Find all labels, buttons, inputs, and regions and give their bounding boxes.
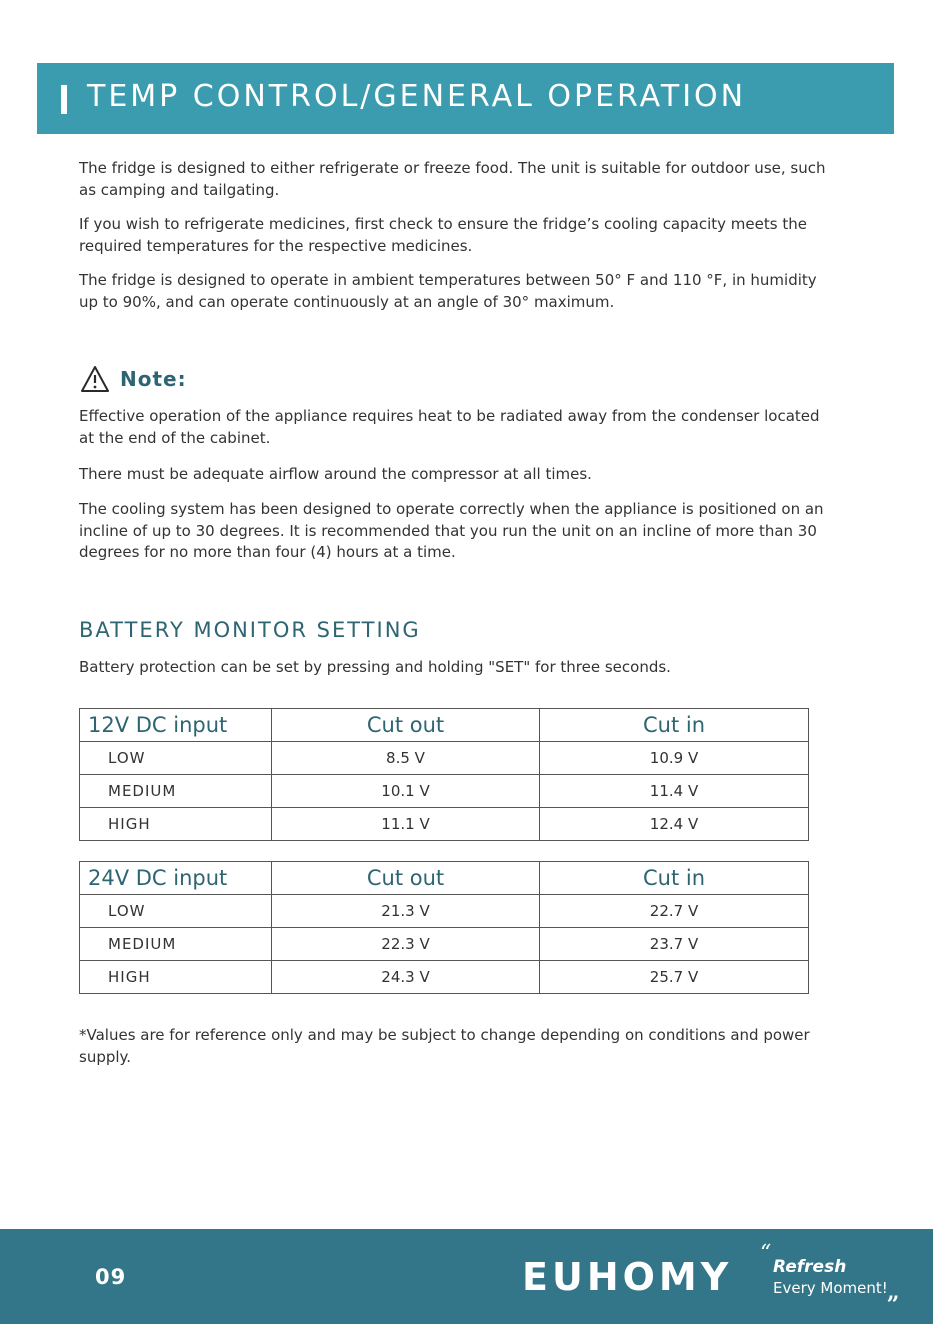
cut-in-cell: 12.4 V [540, 808, 809, 841]
footnote: *Values are for reference only and may be subject to change depending on conditions and power supply. [79, 1026, 810, 1066]
cut-in-cell: 23.7 V [540, 928, 809, 961]
page-title: TEMP CONTROL/GENERAL OPERATION [87, 79, 747, 114]
cut-out-cell: 10.1 V [272, 775, 540, 808]
level-cell: HIGH [80, 961, 272, 994]
page-number: 09 [95, 1265, 127, 1289]
level-cell: MEDIUM [80, 928, 272, 961]
table-row [80, 808, 809, 841]
slogan-line-1: Refresh [773, 1257, 847, 1277]
intro-paragraph-2: If you wish to refrigerate medicines, first check to ensure the fridge’s cooling capacity meets the required temperatures for the respective medicines. [79, 215, 807, 255]
table-row [80, 742, 809, 775]
slogan-open-quote: “ [760, 1241, 772, 1266]
cut-out-cell: 11.1 V [272, 808, 540, 841]
table-row [80, 895, 809, 928]
level-cell: LOW [80, 742, 272, 775]
battery-section-title: BATTERY MONITOR SETTING [79, 618, 421, 642]
intro-paragraph-1: The fridge is designed to either refrigerate or freeze food. The unit is suitable for outdoor use, such as camping and tailgating. [79, 159, 826, 199]
note-title: Note: [120, 367, 187, 391]
brand-logo: EUHOMY [522, 1255, 733, 1299]
table-header-input: 12V DC input [80, 709, 272, 742]
table-row [80, 928, 809, 961]
page-footer [0, 1229, 933, 1324]
battery-intro: Battery protection can be set by pressing and holding "SET" for three seconds. [79, 658, 671, 676]
header-bar [37, 63, 894, 134]
battery-table-24v [79, 861, 809, 994]
cut-in-cell: 22.7 V [540, 895, 809, 928]
cut-out-cell: 8.5 V [272, 742, 540, 775]
level-cell: MEDIUM [80, 775, 272, 808]
cut-out-cell: 22.3 V [272, 928, 540, 961]
cut-in-cell: 25.7 V [540, 961, 809, 994]
table-header-cut-in: Cut in [540, 709, 809, 742]
slogan-line-2: Every Moment! [773, 1279, 888, 1297]
battery-table-12v [79, 708, 809, 841]
note-paragraph-1: Effective operation of the appliance requires heat to be radiated away from the condenser located at the end of the cabinet. [79, 407, 820, 447]
warning-triangle-icon [80, 365, 110, 393]
table-header-cut-out: Cut out [272, 862, 540, 895]
intro-paragraph-3: The fridge is designed to operate in ambient temperatures between 50° F and 110 °F, in humidity up to 90%, and can operate continuously at an angle of 30° maximum. [79, 271, 817, 311]
table-row [80, 775, 809, 808]
cut-out-cell: 24.3 V [272, 961, 540, 994]
note-heading [80, 365, 187, 393]
table-header-cut-in: Cut in [540, 862, 809, 895]
note-paragraph-2: There must be adequate airflow around the compressor at all times. [79, 465, 592, 483]
cut-in-cell: 10.9 V [540, 742, 809, 775]
table-header-input: 24V DC input [80, 862, 272, 895]
slogan-close-quote: „ [887, 1279, 900, 1305]
header-accent-mark [61, 85, 67, 114]
level-cell: HIGH [80, 808, 272, 841]
table-row [80, 961, 809, 994]
table-header-cut-out: Cut out [272, 709, 540, 742]
note-paragraph-3: The cooling system has been designed to operate correctly when the appliance is positioned on an incline of up to 30 degrees. It is recommended that you run the unit on an incline of more than 30 degrees for no more than four (4) hours at a time. [79, 500, 824, 561]
cut-in-cell: 11.4 V [540, 775, 809, 808]
level-cell: LOW [80, 895, 272, 928]
cut-out-cell: 21.3 V [272, 895, 540, 928]
